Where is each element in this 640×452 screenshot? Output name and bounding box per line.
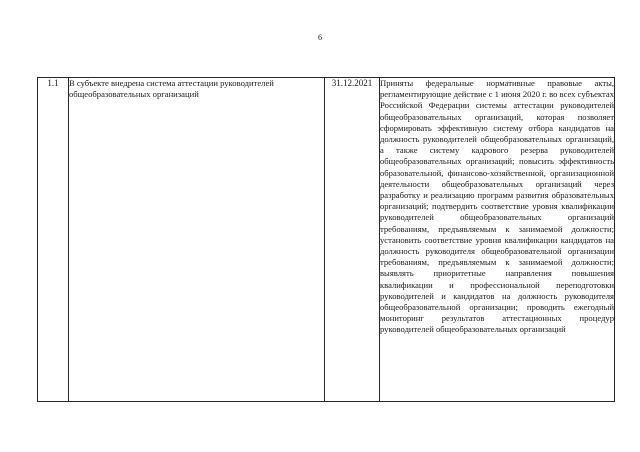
row-number-cell (38, 78, 69, 402)
table-row (38, 78, 615, 402)
page-number: 6 (318, 33, 322, 42)
measures-table (37, 77, 615, 402)
measure-description: В субъекте внедрена система аттестации руководителей общеобразовательных организаций (69, 78, 274, 100)
expected-result: Приняты федеральные нормативные правовые акты, регламентирующие действие с 1 июня 2020 г. во всех субъектах Российской Федерации системы аттестации руководителей общеобразовательных организаций, которая позволяет сформировать эффективную систему отбора кандидатов на должность руководителей общеобразовательных организаций, а также систему кадрового резерва руководителей общеобразовательных организаций; повысить эффективность образовательной, финансово-хозяйственной, организационной деятельности общеобразовательных организаций через разработку и реализацию программ развития образовательных организаций; подтвердить соответствие уровня квалификации руководителей общеобразовательных организаций требованиям, предъявляемым к занимаемой должности; установить соответствие уровня квалификации кандидатов на должность руководителя общеобразовательной организации требованиям, предъявляемым к занимаемой должности; выявлять приоритетные направления повышения квалификации и профессиональной переподготовки руководителей и кандидатов на должность руководителя общеобразовательной организации; проводить ежегодный мониторинг результатов аттестационных процедур руководителей общеобразовательных организаций (380, 78, 614, 335)
expected-result-cell (380, 78, 615, 402)
row-number: 1.1 (47, 78, 59, 88)
measure-description-cell (69, 78, 325, 402)
deadline-date: 31.12.2021 (331, 78, 373, 88)
deadline-cell (325, 78, 380, 402)
